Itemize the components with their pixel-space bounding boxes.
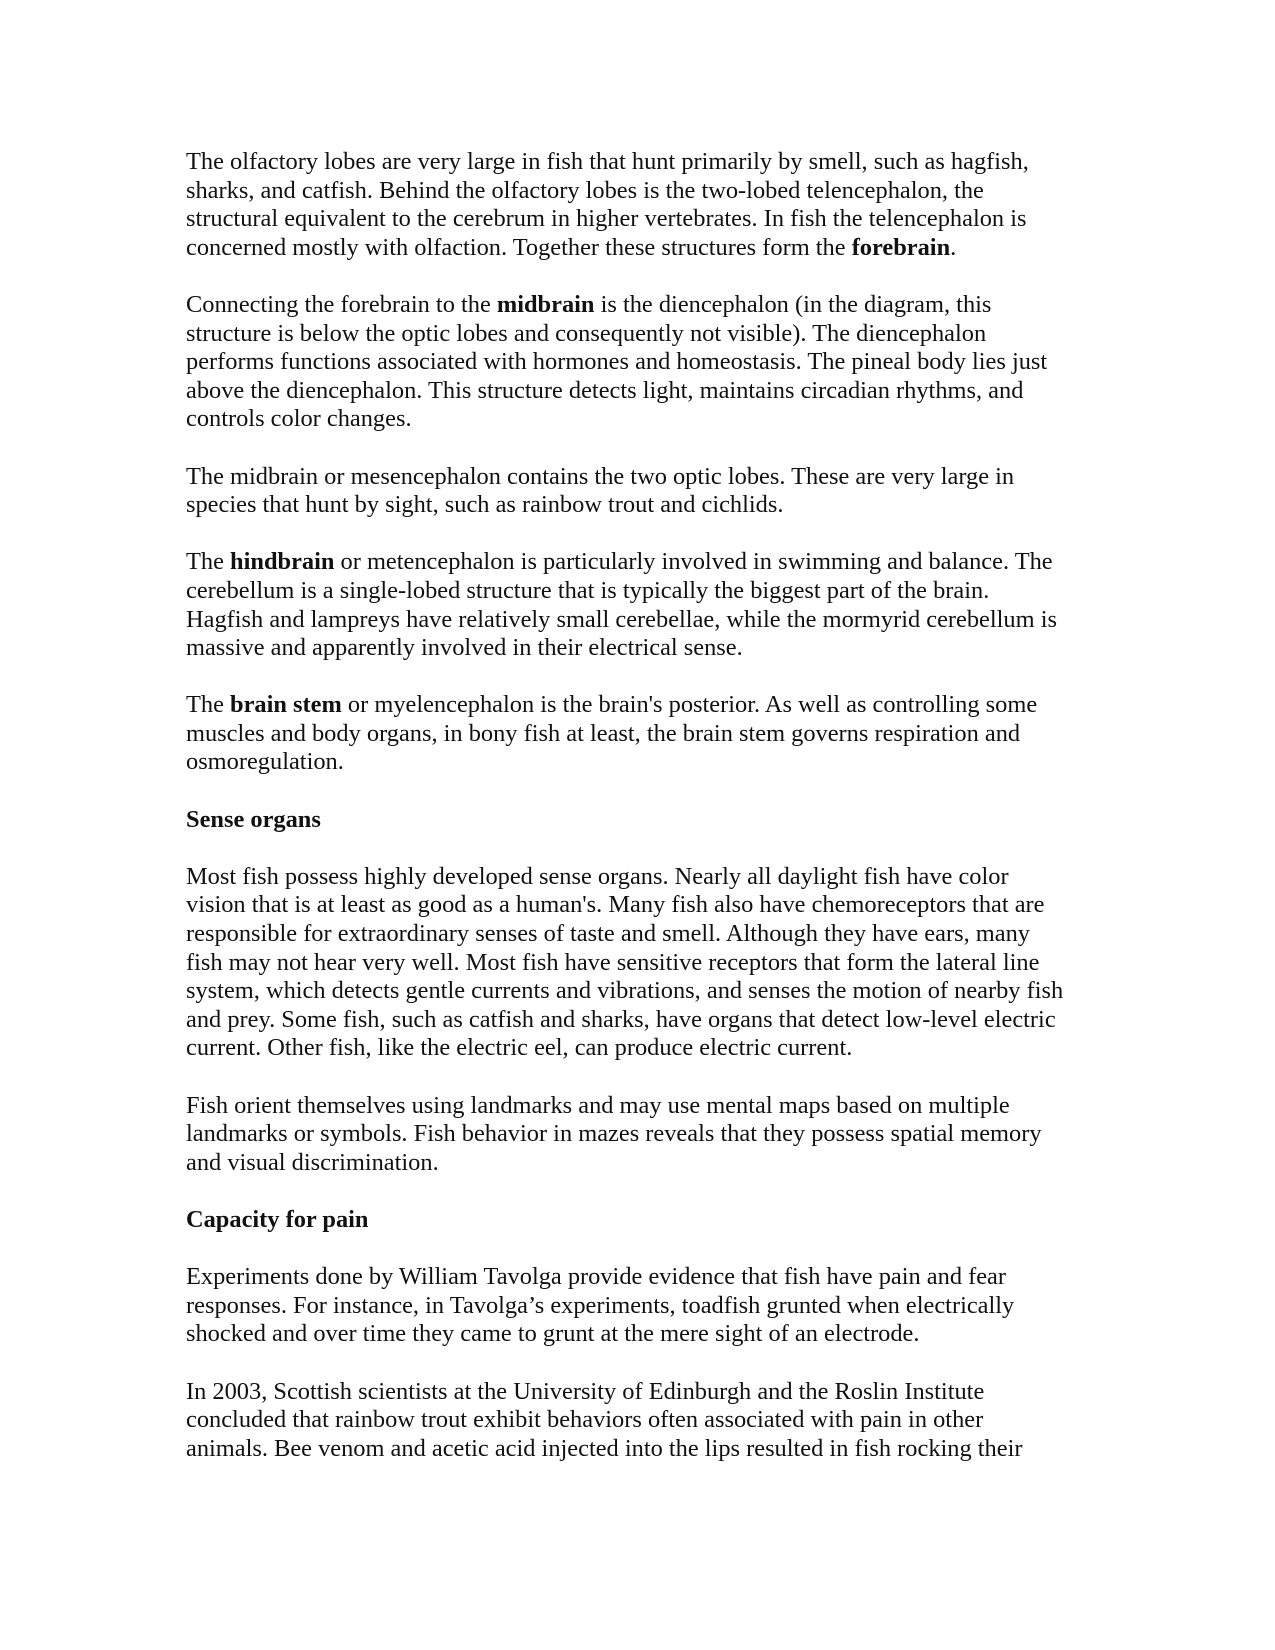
text-line: shocked and over time they came to grunt at the mere sight of an electrode.	[186, 1320, 920, 1348]
text-line: responsible for extraordinary senses of taste and smell. Although they have ears, many	[186, 920, 1030, 948]
text-run: or myelencephalon is the brain's posterior. As well as controlling some	[341, 691, 1038, 719]
paragraph-brain-stem	[186, 691, 1086, 777]
text-line	[186, 548, 1086, 577]
text-run: The	[186, 548, 231, 576]
text-line: above the diencephalon. This structure detects light, maintains circadian rhythms, and	[186, 376, 1024, 404]
text-run: Connecting the forebrain to the	[186, 290, 497, 318]
text-line: and prey. Some fish, such as catfish and sharks, have organs that detect low-level electric	[186, 1005, 1056, 1033]
paragraph-forebrain	[186, 148, 1086, 262]
document-body	[186, 148, 1086, 1492]
text-line: The midbrain or mesencephalon contains the two optic lobes. These are very large in	[186, 462, 1015, 490]
text-line: responses. For instance, in Tavolga’s experiments, toadfish grunted when electrically	[186, 1291, 1015, 1319]
text-line: Fish orient themselves using landmarks and may use mental maps based on multiple	[186, 1091, 1010, 1119]
text-line	[186, 291, 1086, 320]
text-line: Hagfish and lampreys have relatively small cerebellae, while the mormyrid cerebellum is	[186, 605, 1057, 633]
text-line: system, which detects gentle currents and vibrations, and senses the motion of nearby fish	[186, 977, 1064, 1005]
text-line: species that hunt by sight, such as rainbow trout and cichlids.	[186, 491, 784, 519]
bold-term-forebrain: forebrain	[851, 233, 951, 261]
paragraph-edinburgh	[186, 1378, 1086, 1464]
text-line: cerebellum is a single-lobed structure that is typically the biggest part of the brain.	[186, 576, 990, 604]
text-line: In 2003, Scottish scientists at the University of Edinburgh and the Roslin Institute	[186, 1377, 985, 1405]
text-line: current. Other fish, like the electric eel, can produce electric current.	[186, 1034, 853, 1062]
paragraph-midbrain	[186, 291, 1086, 434]
text-line	[186, 234, 1086, 263]
text-line: massive and apparently involved in their electrical sense.	[186, 634, 743, 662]
text-line: controls color changes.	[186, 405, 412, 433]
text-line: and visual discrimination.	[186, 1148, 439, 1176]
text-line: fish may not hear very well. Most fish have sensitive receptors that form the lateral line	[186, 948, 1040, 976]
bold-term-hindbrain: hindbrain	[230, 548, 335, 576]
text-line: structural equivalent to the cerebrum in higher vertebrates. In fish the telencephalon is	[186, 205, 1027, 233]
text-run: concerned mostly with olfaction. Together these structures form the	[186, 233, 852, 261]
bold-term-midbrain: midbrain	[496, 290, 595, 318]
text-line: The olfactory lobes are very large in fish that hunt primarily by smell, such as hagfish,	[186, 148, 1029, 175]
section-heading-sense-organs: Sense organs	[186, 805, 321, 833]
text-run: is the diencephalon (in the diagram, this	[594, 290, 992, 318]
text-line: structure is below the optic lobes and consequently not visible). The diencephalon	[186, 319, 987, 347]
text-run: .	[950, 233, 957, 261]
text-line: concluded that rainbow trout exhibit behaviors often associated with pain in other	[186, 1406, 984, 1434]
text-line: vision that is at least as good as a human's. Many fish also have chemoreceptors that are	[186, 891, 1045, 919]
text-line: landmarks or symbols. Fish behavior in mazes reveals that they possess spatial memory	[186, 1120, 1042, 1148]
text-line: animals. Bee venom and acetic acid injected into the lips resulted in fish rocking their	[186, 1434, 1023, 1462]
paragraph-mesencephalon	[186, 463, 1086, 520]
bold-term-brain-stem: brain stem	[230, 691, 342, 719]
text-line: muscles and body organs, in bony fish at least, the brain stem governs respiration and	[186, 719, 1021, 747]
paragraph-hindbrain	[186, 548, 1086, 662]
text-line	[186, 691, 1086, 720]
text-run: The	[186, 691, 231, 719]
paragraph-sense-organs	[186, 863, 1086, 1063]
paragraph-tavolga	[186, 1263, 1086, 1349]
section-heading-capacity-for-pain: Capacity for pain	[186, 1205, 369, 1233]
text-run: or metencephalon is particularly involved in swimming and balance. The	[334, 548, 1053, 576]
text-line: Experiments done by William Tavolga provide evidence that fish have pain and fear	[186, 1263, 1007, 1291]
text-line: Most fish possess highly developed sense organs. Nearly all daylight fish have color	[186, 862, 1009, 890]
text-line: performs functions associated with hormones and homeostasis. The pineal body lies just	[186, 348, 1048, 376]
text-line: sharks, and catfish. Behind the olfactory lobes is the two-lobed telencephalon, the	[186, 176, 984, 204]
text-line: osmoregulation.	[186, 748, 344, 776]
paragraph-orientation	[186, 1092, 1086, 1178]
